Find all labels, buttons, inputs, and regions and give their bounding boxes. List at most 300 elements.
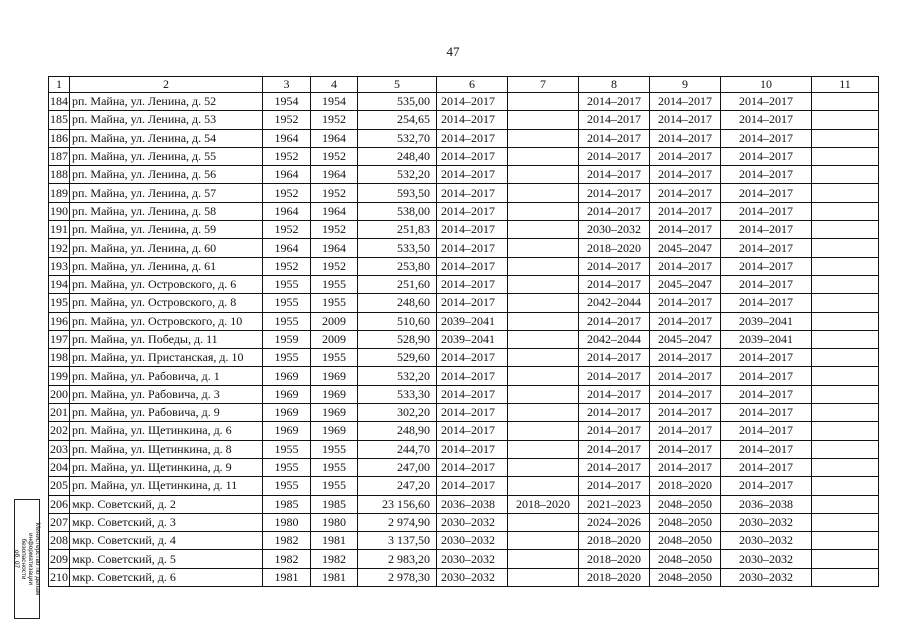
area-cell: 23 156,60: [358, 495, 437, 513]
address-cell: рп. Майна, ул. Ленина, д. 55: [70, 147, 263, 165]
area-cell: 510,60: [358, 312, 437, 330]
period-cell: 2030–2032: [437, 513, 508, 531]
period-cell: 2030–2032: [721, 550, 812, 568]
year-cell: 1954: [311, 93, 358, 111]
address-cell: мкр. Советский, д. 6: [70, 568, 263, 586]
empty-cell: [812, 294, 879, 312]
table-row: [49, 404, 879, 422]
period-cell: 2014–2017: [437, 129, 508, 147]
period-cell: 2014–2017: [579, 458, 650, 476]
period-cell: 2048–2050: [650, 532, 721, 550]
column-header: 4: [311, 77, 358, 93]
period-cell: [508, 568, 579, 586]
year-cell: 1964: [311, 202, 358, 220]
column-header: 7: [508, 77, 579, 93]
side-stamp-text: [13, 500, 41, 618]
period-cell: [508, 532, 579, 550]
period-cell: 2014–2017: [437, 257, 508, 275]
row-number-cell: 207: [49, 513, 70, 531]
period-cell: [508, 147, 579, 165]
address-cell: рп. Майна, ул. Ленина, д. 59: [70, 221, 263, 239]
period-cell: 2014–2017: [579, 166, 650, 184]
table-row: [49, 166, 879, 184]
year-cell: 1955: [311, 275, 358, 293]
period-cell: 2014–2017: [721, 129, 812, 147]
column-header: 1: [49, 77, 70, 93]
period-cell: 2014–2017: [437, 111, 508, 129]
area-cell: 247,20: [358, 477, 437, 495]
address-cell: рп. Майна, ул. Ленина, д. 57: [70, 184, 263, 202]
year-built-cell: 1980: [263, 513, 311, 531]
row-number-cell: 205: [49, 477, 70, 495]
empty-cell: [812, 440, 879, 458]
side-stamp-line: об. 07: [13, 549, 20, 569]
address-cell: рп. Майна, ул. Пристанская, д. 10: [70, 349, 263, 367]
empty-cell: [812, 349, 879, 367]
period-cell: [508, 349, 579, 367]
period-cell: 2014–2017: [437, 385, 508, 403]
period-cell: 2014–2017: [721, 477, 812, 495]
area-cell: 532,70: [358, 129, 437, 147]
period-cell: 2045–2047: [650, 275, 721, 293]
side-stamp-line: информатизации: [27, 533, 34, 585]
empty-cell: [812, 330, 879, 348]
period-cell: 2014–2017: [721, 184, 812, 202]
period-cell: 2014–2017: [721, 440, 812, 458]
empty-cell: [812, 495, 879, 513]
period-cell: 2030–2032: [579, 221, 650, 239]
address-cell: рп. Майна, ул. Ленина, д. 60: [70, 239, 263, 257]
period-cell: 2018–2020: [579, 532, 650, 550]
period-cell: 2036–2038: [721, 495, 812, 513]
period-cell: 2030–2032: [437, 550, 508, 568]
row-number-cell: 192: [49, 239, 70, 257]
period-cell: 2014–2017: [721, 385, 812, 403]
table-row: [49, 550, 879, 568]
row-number-cell: 196: [49, 312, 70, 330]
area-cell: 535,00: [358, 93, 437, 111]
year-cell: 1981: [311, 532, 358, 550]
period-cell: 2014–2017: [650, 202, 721, 220]
period-cell: 2014–2017: [579, 111, 650, 129]
table-row: [49, 422, 879, 440]
period-cell: 2014–2017: [437, 147, 508, 165]
year-built-cell: 1952: [263, 147, 311, 165]
year-built-cell: 1969: [263, 385, 311, 403]
side-stamp: [14, 499, 40, 619]
row-number-cell: 200: [49, 385, 70, 403]
period-cell: [508, 385, 579, 403]
period-cell: 2014–2017: [579, 257, 650, 275]
empty-cell: [812, 568, 879, 586]
table-row: [49, 147, 879, 165]
year-cell: 1952: [311, 147, 358, 165]
row-number-cell: 195: [49, 294, 70, 312]
empty-cell: [812, 111, 879, 129]
year-cell: 1964: [311, 239, 358, 257]
row-number-cell: 194: [49, 275, 70, 293]
table-row: [49, 440, 879, 458]
column-header: 8: [579, 77, 650, 93]
period-cell: [508, 312, 579, 330]
period-cell: 2014–2017: [579, 477, 650, 495]
column-header-row: [49, 77, 879, 93]
address-cell: рп. Майна, ул. Ленина, д. 54: [70, 129, 263, 147]
year-cell: 1952: [311, 221, 358, 239]
period-cell: [508, 550, 579, 568]
period-cell: 2030–2032: [437, 532, 508, 550]
period-cell: 2018–2020: [508, 495, 579, 513]
period-cell: [508, 202, 579, 220]
period-cell: 2030–2032: [721, 513, 812, 531]
year-built-cell: 1964: [263, 166, 311, 184]
period-cell: [508, 93, 579, 111]
area-cell: 532,20: [358, 166, 437, 184]
address-cell: рп. Майна, ул. Щетинкина, д. 6: [70, 422, 263, 440]
period-cell: 2014–2017: [650, 440, 721, 458]
year-built-cell: 1964: [263, 129, 311, 147]
area-cell: 533,30: [358, 385, 437, 403]
period-cell: 2014–2017: [721, 239, 812, 257]
period-cell: 2014–2017: [437, 440, 508, 458]
year-built-cell: 1955: [263, 312, 311, 330]
row-number-cell: 187: [49, 147, 70, 165]
period-cell: [508, 422, 579, 440]
empty-cell: [812, 312, 879, 330]
table-row: [49, 202, 879, 220]
year-cell: 1955: [311, 294, 358, 312]
column-header: 2: [70, 77, 263, 93]
year-cell: 1985: [311, 495, 358, 513]
period-cell: 2014–2017: [721, 422, 812, 440]
period-cell: 2014–2017: [579, 275, 650, 293]
address-cell: рп. Майна, ул. Ленина, д. 52: [70, 93, 263, 111]
row-number-cell: 191: [49, 221, 70, 239]
empty-cell: [812, 513, 879, 531]
year-cell: 1955: [311, 440, 358, 458]
period-cell: 2030–2032: [721, 532, 812, 550]
period-cell: 2014–2017: [650, 129, 721, 147]
empty-cell: [812, 184, 879, 202]
area-cell: 532,20: [358, 367, 437, 385]
address-cell: рп. Майна, ул. Щетинкина, д. 8: [70, 440, 263, 458]
area-cell: 302,20: [358, 404, 437, 422]
period-cell: 2048–2050: [650, 513, 721, 531]
year-cell: 1964: [311, 129, 358, 147]
period-cell: 2014–2017: [650, 385, 721, 403]
empty-cell: [812, 477, 879, 495]
period-cell: 2014–2017: [721, 349, 812, 367]
empty-cell: [812, 385, 879, 403]
address-cell: рп. Майна, ул. Ленина, д. 56: [70, 166, 263, 184]
year-built-cell: 1955: [263, 458, 311, 476]
year-cell: 1969: [311, 385, 358, 403]
row-number-cell: 198: [49, 349, 70, 367]
year-cell: 1969: [311, 367, 358, 385]
table-row: [49, 275, 879, 293]
year-built-cell: 1952: [263, 111, 311, 129]
period-cell: [508, 477, 579, 495]
period-cell: 2014–2017: [721, 294, 812, 312]
table-row: [49, 495, 879, 513]
empty-cell: [812, 147, 879, 165]
period-cell: 2014–2017: [437, 93, 508, 111]
row-number-cell: 185: [49, 111, 70, 129]
column-header: 11: [812, 77, 879, 93]
address-cell: рп. Майна, ул. Островского, д. 6: [70, 275, 263, 293]
empty-cell: [812, 166, 879, 184]
period-cell: 2014–2017: [721, 221, 812, 239]
area-cell: 538,00: [358, 202, 437, 220]
period-cell: 2014–2017: [579, 367, 650, 385]
period-cell: 2014–2017: [579, 385, 650, 403]
row-number-cell: 204: [49, 458, 70, 476]
period-cell: 2014–2017: [437, 458, 508, 476]
table-row: [49, 330, 879, 348]
address-cell: рп. Майна, ул. Ленина, д. 53: [70, 111, 263, 129]
empty-cell: [812, 275, 879, 293]
area-cell: 248,40: [358, 147, 437, 165]
period-cell: 2014–2017: [721, 367, 812, 385]
period-cell: 2014–2017: [579, 440, 650, 458]
empty-cell: [812, 129, 879, 147]
period-cell: 2014–2017: [650, 312, 721, 330]
period-cell: 2014–2017: [437, 404, 508, 422]
table-row: [49, 257, 879, 275]
year-built-cell: 1964: [263, 202, 311, 220]
area-cell: 247,00: [358, 458, 437, 476]
period-cell: 2014–2017: [579, 147, 650, 165]
year-cell: 1955: [311, 458, 358, 476]
area-cell: 254,65: [358, 111, 437, 129]
period-cell: 2048–2050: [650, 550, 721, 568]
period-cell: 2014–2017: [579, 202, 650, 220]
period-cell: 2014–2017: [721, 166, 812, 184]
period-cell: 2014–2017: [721, 111, 812, 129]
year-built-cell: 1952: [263, 184, 311, 202]
year-built-cell: 1964: [263, 239, 311, 257]
year-built-cell: 1969: [263, 367, 311, 385]
period-cell: 2014–2017: [650, 294, 721, 312]
row-number-cell: 186: [49, 129, 70, 147]
row-number-cell: 197: [49, 330, 70, 348]
year-cell: 1982: [311, 550, 358, 568]
period-cell: 2014–2017: [579, 129, 650, 147]
period-cell: 2014–2017: [437, 477, 508, 495]
period-cell: [508, 458, 579, 476]
period-cell: 2014–2017: [650, 404, 721, 422]
period-cell: 2018–2020: [579, 568, 650, 586]
period-cell: 2014–2017: [650, 184, 721, 202]
year-cell: 1952: [311, 184, 358, 202]
year-built-cell: 1952: [263, 257, 311, 275]
year-cell: 2009: [311, 330, 358, 348]
year-built-cell: 1985: [263, 495, 311, 513]
area-cell: 251,83: [358, 221, 437, 239]
area-cell: 533,50: [358, 239, 437, 257]
empty-cell: [812, 202, 879, 220]
column-header: 5: [358, 77, 437, 93]
year-cell: 1952: [311, 257, 358, 275]
column-header: 6: [437, 77, 508, 93]
year-cell: 1969: [311, 404, 358, 422]
period-cell: 2018–2020: [579, 550, 650, 568]
address-cell: мкр. Советский, д. 2: [70, 495, 263, 513]
period-cell: 2014–2017: [650, 111, 721, 129]
period-cell: 2014–2017: [579, 404, 650, 422]
period-cell: 2014–2017: [650, 349, 721, 367]
period-cell: 2014–2017: [650, 257, 721, 275]
year-cell: 1952: [311, 111, 358, 129]
year-built-cell: 1969: [263, 422, 311, 440]
period-cell: [508, 513, 579, 531]
empty-cell: [812, 257, 879, 275]
table-row: [49, 221, 879, 239]
year-built-cell: 1955: [263, 294, 311, 312]
row-number-cell: 208: [49, 532, 70, 550]
empty-cell: [812, 367, 879, 385]
year-cell: 1981: [311, 568, 358, 586]
period-cell: 2039–2041: [437, 312, 508, 330]
period-cell: 2014–2017: [437, 275, 508, 293]
year-built-cell: 1955: [263, 440, 311, 458]
table-row: [49, 93, 879, 111]
row-number-cell: 189: [49, 184, 70, 202]
period-cell: [508, 221, 579, 239]
period-cell: 2014–2017: [579, 312, 650, 330]
period-cell: 2014–2017: [650, 166, 721, 184]
area-cell: 528,90: [358, 330, 437, 348]
empty-cell: [812, 458, 879, 476]
period-cell: 2014–2017: [437, 367, 508, 385]
table-row: [49, 568, 879, 586]
address-cell: рп. Майна, ул. Островского, д. 8: [70, 294, 263, 312]
period-cell: 2039–2041: [721, 330, 812, 348]
year-cell: 1980: [311, 513, 358, 531]
area-cell: 251,60: [358, 275, 437, 293]
period-cell: 2021–2023: [579, 495, 650, 513]
row-number-cell: 193: [49, 257, 70, 275]
address-cell: мкр. Советский, д. 4: [70, 532, 263, 550]
period-cell: 2014–2017: [721, 93, 812, 111]
period-cell: 2030–2032: [721, 568, 812, 586]
address-cell: мкр. Советский, д. 3: [70, 513, 263, 531]
period-cell: 2014–2017: [721, 404, 812, 422]
empty-cell: [812, 422, 879, 440]
period-cell: 2014–2017: [579, 184, 650, 202]
period-cell: 2045–2047: [650, 239, 721, 257]
address-cell: рп. Майна, ул. Островского, д. 10: [70, 312, 263, 330]
period-cell: [508, 275, 579, 293]
row-number-cell: 206: [49, 495, 70, 513]
period-cell: 2014–2017: [437, 202, 508, 220]
period-cell: [508, 404, 579, 422]
period-cell: 2014–2017: [579, 349, 650, 367]
period-cell: 2039–2041: [721, 312, 812, 330]
side-stamp-line: безопасности: [20, 538, 27, 580]
row-number-cell: 203: [49, 440, 70, 458]
housing-registry-table: [48, 76, 879, 587]
address-cell: рп. Майна, ул. Щетинкина, д. 9: [70, 458, 263, 476]
empty-cell: [812, 550, 879, 568]
address-cell: рп. Майна, ул. Рабовича, д. 9: [70, 404, 263, 422]
period-cell: 2014–2017: [650, 458, 721, 476]
year-cell: 2009: [311, 312, 358, 330]
address-cell: рп. Майна, ул. Ленина, д. 58: [70, 202, 263, 220]
table-row: [49, 129, 879, 147]
period-cell: [508, 184, 579, 202]
area-cell: 529,60: [358, 349, 437, 367]
period-cell: 2048–2050: [650, 568, 721, 586]
table-row: [49, 477, 879, 495]
period-cell: 2039–2041: [437, 330, 508, 348]
year-built-cell: 1982: [263, 550, 311, 568]
period-cell: 2014–2017: [437, 349, 508, 367]
period-cell: 2045–2047: [650, 330, 721, 348]
empty-cell: [812, 221, 879, 239]
period-cell: [508, 440, 579, 458]
table-row: [49, 312, 879, 330]
table-row: [49, 513, 879, 531]
row-number-cell: 201: [49, 404, 70, 422]
period-cell: 2042–2044: [579, 294, 650, 312]
period-cell: 2014–2017: [650, 147, 721, 165]
address-cell: мкр. Советский, д. 5: [70, 550, 263, 568]
period-cell: 2030–2032: [437, 568, 508, 586]
year-built-cell: 1954: [263, 93, 311, 111]
year-built-cell: 1955: [263, 275, 311, 293]
table-row: [49, 184, 879, 202]
row-number-cell: 188: [49, 166, 70, 184]
period-cell: [508, 239, 579, 257]
table-row: [49, 239, 879, 257]
period-cell: 2018–2020: [579, 239, 650, 257]
table-row: [49, 367, 879, 385]
empty-cell: [812, 404, 879, 422]
period-cell: 2014–2017: [721, 147, 812, 165]
empty-cell: [812, 93, 879, 111]
area-cell: 2 983,20: [358, 550, 437, 568]
period-cell: 2014–2017: [721, 275, 812, 293]
period-cell: [508, 367, 579, 385]
period-cell: 2014–2017: [721, 458, 812, 476]
address-cell: рп. Майна, ул. Рабовича, д. 1: [70, 367, 263, 385]
year-built-cell: 1982: [263, 532, 311, 550]
year-built-cell: 1959: [263, 330, 311, 348]
address-cell: рп. Майна, ул. Щетинкина, д. 11: [70, 477, 263, 495]
area-cell: 2 978,30: [358, 568, 437, 586]
period-cell: [508, 294, 579, 312]
table-row: [49, 294, 879, 312]
table-row: [49, 349, 879, 367]
address-cell: рп. Майна, ул. Победы, д. 11: [70, 330, 263, 348]
column-header: 3: [263, 77, 311, 93]
row-number-cell: 190: [49, 202, 70, 220]
year-built-cell: 1981: [263, 568, 311, 586]
period-cell: [508, 166, 579, 184]
period-cell: [508, 111, 579, 129]
period-cell: 2014–2017: [650, 93, 721, 111]
period-cell: 2014–2017: [650, 422, 721, 440]
year-cell: 1955: [311, 477, 358, 495]
period-cell: [508, 129, 579, 147]
row-number-cell: 202: [49, 422, 70, 440]
area-cell: 248,90: [358, 422, 437, 440]
period-cell: [508, 330, 579, 348]
row-number-cell: 184: [49, 93, 70, 111]
period-cell: 2014–2017: [437, 221, 508, 239]
year-built-cell: 1955: [263, 477, 311, 495]
